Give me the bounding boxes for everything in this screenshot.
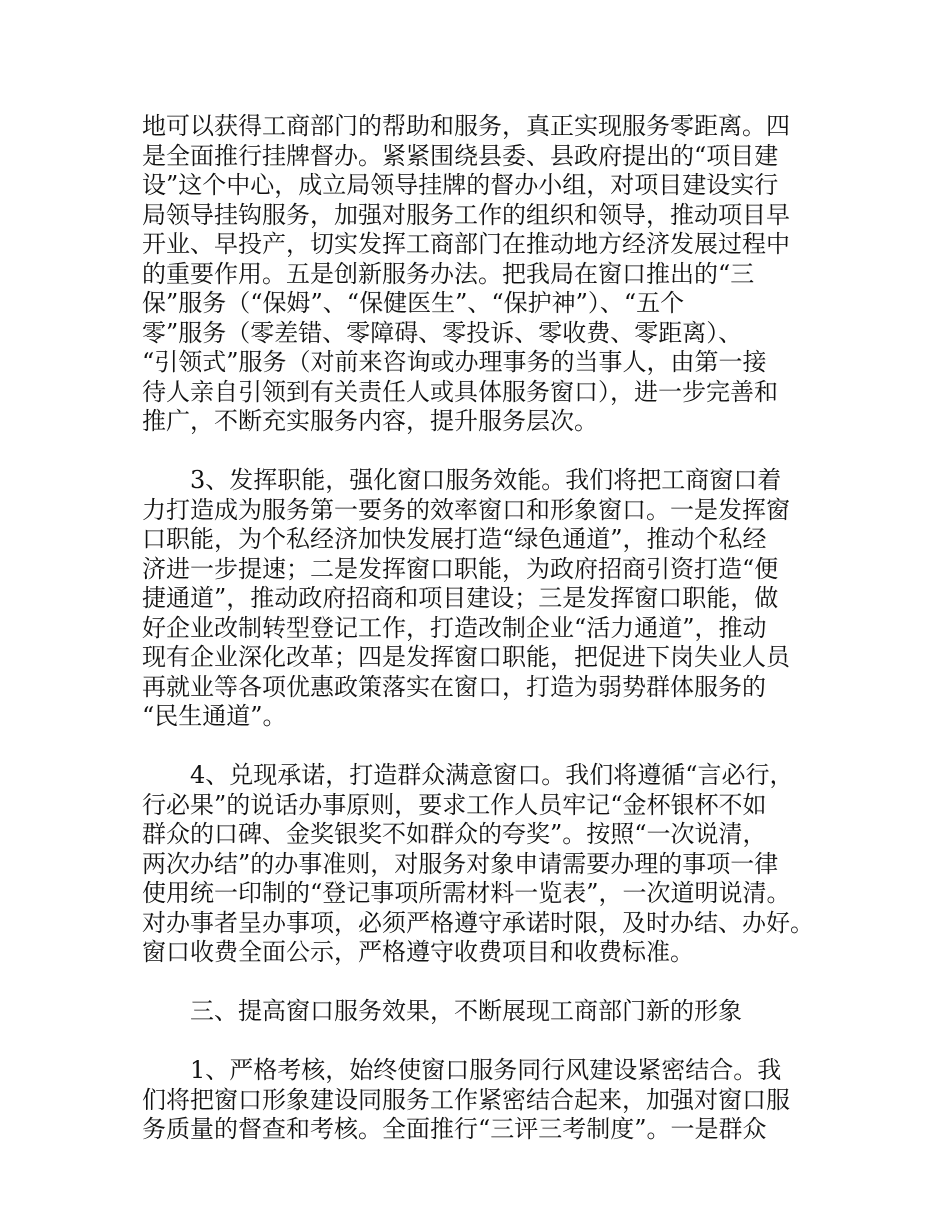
text-line: 好企业改制转型登记工作，打造改制企业“活力通道”，推动 — [142, 613, 767, 642]
text-line: 使用统一印制的“登记事项所需材料一览表”，一次道明说清。 — [142, 879, 791, 907]
text-line: 3、发挥职能，强化窗口服务效能。我们将把工商窗口着 — [190, 466, 782, 494]
section-heading — [142, 997, 832, 1027]
text-line: 设”这个中心，成立局领导挂牌的督办小组，对项目建设实行 — [142, 171, 779, 199]
text-line: 4、兑现承诺，打造群众满意窗口。我们将遵循“言必行， — [190, 761, 794, 789]
text-line: 捷通道”，推动政府招商和项目建设；三是发挥窗口职能，做 — [142, 584, 779, 612]
text-line: 现有企业深化改革；四是发挥窗口职能，把促进下岗失业人员 — [142, 643, 790, 671]
paragraph-4 — [142, 1056, 832, 1145]
text-line: 口职能，为个私经济加快发展打造“绿色通道”，推动个私经 — [142, 525, 767, 553]
text-line: 行必果”的说话办事原则，要求工作人员牢记“金杯银杯不如 — [142, 790, 767, 819]
text-line: 济进一步提速；二是发挥窗口职能，为政府招商引资打造“便 — [142, 554, 779, 583]
text-line: 推广，不断充实服务内容，提升服务层次。 — [142, 407, 598, 435]
text-line: 群众的口碑、金奖银奖不如群众的夸奖”。按照“一次说清， — [142, 820, 767, 848]
paragraph-gap — [142, 1027, 832, 1057]
paragraph-1 — [142, 112, 832, 437]
text-line: “引领式”服务（对前来咨询或办理事务的当事人，由第一接 — [142, 348, 767, 376]
paragraph-gap — [142, 437, 832, 467]
text-line: 零”服务（零差错、零障碍、零投诉、零收费、零距离）、 — [142, 318, 743, 347]
paragraph-2 — [142, 466, 832, 732]
text-line: 对办事者呈办事项，必须严格遵守承诺时限，及时办结、办好。 — [142, 908, 814, 937]
text-line: 保”服务（“保姆”、“保健医生”、“保护神”）、“五个 — [142, 289, 685, 317]
section-heading-text: 三、提高窗口服务效果，不断展现工商部门新的形象 — [190, 997, 742, 1025]
paragraph-gap — [142, 732, 832, 762]
text-line: 窗口收费全面公示，严格遵守收费项目和收费标准。 — [142, 938, 694, 966]
text-line: 开业、早投产，切实发挥工商部门在推动地方经济发展过程中 — [142, 230, 790, 258]
text-line: 再就业等各项优惠政策落实在窗口，打造为弱势群体服务的 — [142, 672, 766, 701]
text-line: 务质量的督查和考核。全面推行“三评三考制度”。一是群众 — [142, 1115, 767, 1143]
paragraph-gap — [142, 968, 832, 998]
text-line: 两次办结”的办事准则，对服务对象申请需要办理的事项一律 — [142, 849, 779, 878]
text-line: “民生通道”。 — [142, 702, 287, 730]
document-body — [142, 112, 832, 1145]
paragraph-3 — [142, 761, 832, 968]
text-line: 待人亲自引领到有关责任人或具体服务窗口），进一步完善和 — [142, 377, 778, 406]
text-line: 力打造成为服务第一要务的效率窗口和形象窗口。一是发挥窗 — [142, 495, 790, 524]
text-line: 们将把窗口形象建设同服务工作紧密结合起来，加强对窗口服 — [142, 1085, 790, 1114]
text-line: 1、严格考核，始终使窗口服务同行风建设紧密结合。我 — [190, 1056, 782, 1084]
text-line: 的重要作用。五是创新服务办法。把我局在窗口推出的“三 — [142, 259, 755, 288]
text-line: 局领导挂钩服务，加强对服务工作的组织和领导，推动项目早 — [142, 200, 790, 229]
text-line: 是全面推行挂牌督办。紧紧围绕县委、县政府提出的“项目建 — [142, 141, 779, 170]
text-line: 地可以获得工商部门的帮助和服务，真正实现服务零距离。四 — [142, 112, 790, 140]
